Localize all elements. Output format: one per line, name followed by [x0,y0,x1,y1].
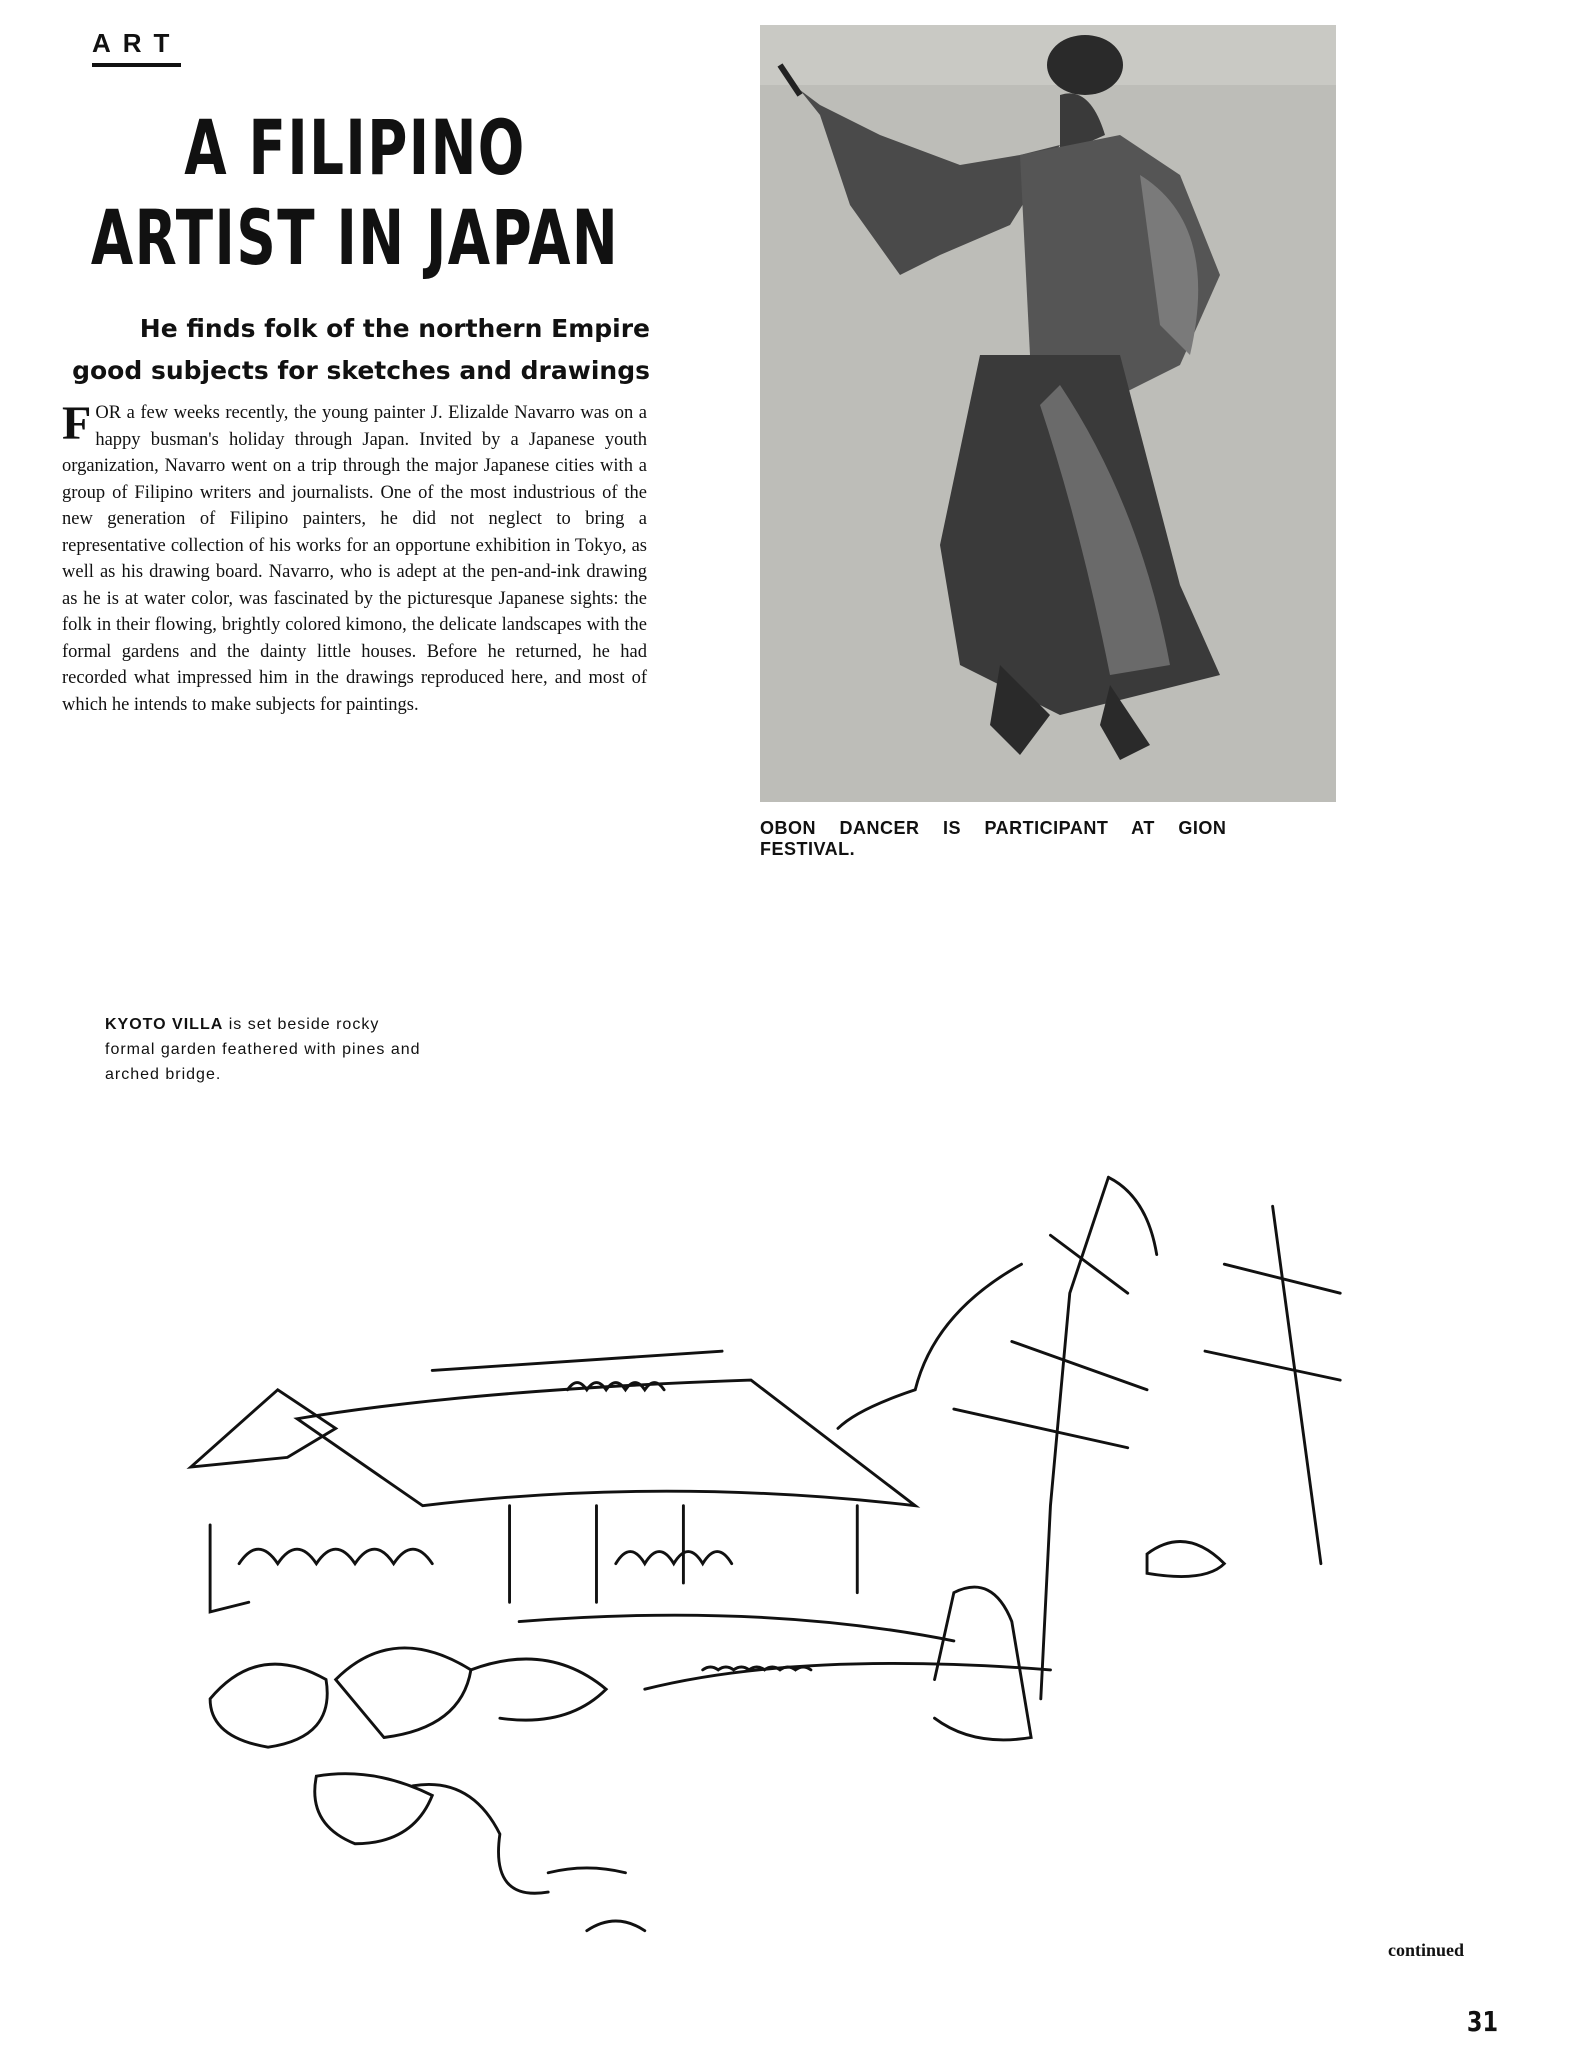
kyoto-caption-text: is set beside rocky formal garden feathered with pines and arched bridge. [105,1016,421,1083]
headline-line-1: A FILIPINO [184,103,526,192]
subtitle-line-2: good subjects for sketches and drawings [72,356,650,385]
photo-caption: OBON DANCER IS PARTICIPANT AT GION FESTIVAL. [760,818,1227,859]
kyoto-caption [105,1012,425,1087]
subtitle [62,308,650,392]
headline-line-2: ARTIST IN JAPAN [90,193,620,282]
drop-cap: F [62,397,92,450]
obon-dancer-image [760,25,1336,802]
subtitle-line-1: He finds folk of the northern Empire [139,314,650,343]
section-label: ART [92,28,181,67]
kyoto-caption-lead: KYOTO VILLA [105,1016,224,1033]
kyoto-villa-drawing [160,1100,1400,1950]
continued-label: continued [1388,1940,1465,1960]
headline [67,103,643,290]
page-number: 31 [1466,2005,1499,2038]
article-body [62,397,647,718]
article-text: OR a few weeks recently, the young painter J. Elizalde Navarro was on a happy busman's holiday through Japan. Invited by a Japanese youth organization, Navarro went on a trip through the major Japanese cities with a group of Filipino writers and journalists. One of the most industrious of the new generation of Filipino painters, he did not neglect to bring a representative collection of his works for an opportune exhibition in Tokyo, as well as his drawing board. Navarro, who is adept at the pen-and-ink drawing as he is at water color, was fascinated by the picturesque Japanese sights: the folk in their flowing, brightly colored kimono, the delicate landscapes with the formal gardens and the dainty little houses. Before he returned, he had recorded what impressed him in the drawings reproduced here, and most of which he intends to make subjects for paintings. [62,403,647,715]
